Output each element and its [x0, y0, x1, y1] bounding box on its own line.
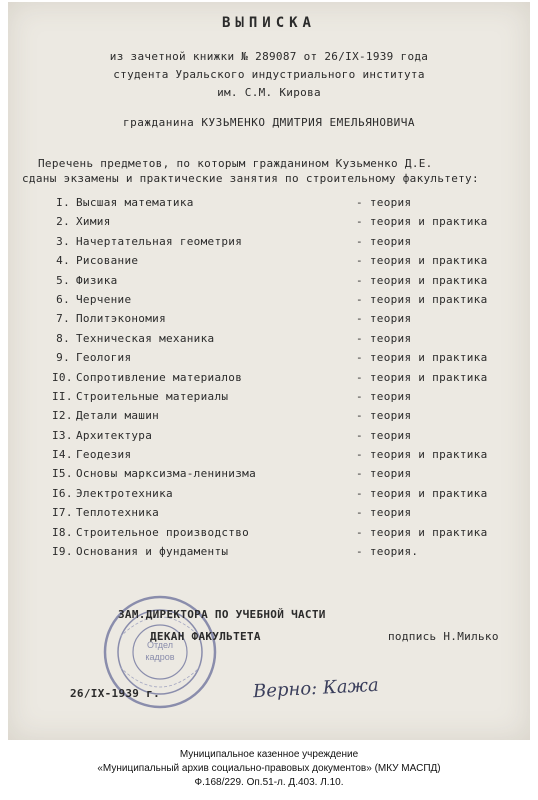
subject-name: Высшая математика [76, 196, 194, 209]
intro-line-1: Перечень предметов, по которым гражданином Кузьменко Д.Е. [38, 157, 433, 170]
subject-row [52, 351, 522, 370]
subject-kind: - теория. [356, 545, 419, 559]
subject-name: Строительные материалы [76, 389, 229, 403]
subject-kind: - теория [356, 196, 412, 209]
subject-kind: - теория [356, 467, 412, 481]
subject-kind: - теория и практика [356, 448, 488, 462]
subject-row [52, 332, 522, 351]
subject-number: 2. [56, 215, 70, 229]
subject-number: 8. [56, 331, 70, 345]
subject-row [52, 506, 522, 525]
subject-row [52, 487, 522, 506]
subject-row [52, 312, 522, 331]
header-line-institute: студента Уральского индустриального института [113, 68, 425, 81]
archive-caption-line-3: Ф.168/229. Оп.51-л. Д.403. Л.10. [194, 777, 344, 788]
subject-name: Основы марксизма-ленинизма [76, 467, 256, 481]
subject-name: Начертательная геометрия [76, 234, 243, 248]
svg-text:кадров: кадров [145, 652, 175, 662]
subject-row [52, 371, 522, 390]
header-line-record-book: из зачетной книжки № 289087 от 26/IX-1939 года [109, 50, 429, 63]
subject-kind: - теория [356, 409, 412, 423]
svg-text:Отдел: Отдел [146, 640, 174, 650]
subject-row [52, 409, 522, 428]
subject-kind: - теория [356, 234, 412, 248]
subject-name: Теплотехника [76, 506, 160, 520]
subject-row [52, 467, 522, 486]
subject-kind: - теория и практика [356, 215, 488, 229]
subject-row [52, 545, 522, 564]
subject-name: Физика [76, 273, 118, 287]
subject-name: Сопротивление материалов [76, 370, 243, 384]
subject-name: Техническая механика [76, 331, 215, 345]
header-line-named-after: им. С.М. Кирова [217, 86, 321, 99]
subject-name: Химия [76, 215, 111, 229]
subject-name: Электротехника [76, 486, 173, 500]
subject-number: I7. [52, 506, 73, 520]
student-name-line: гражданина КУЗЬМЕНКО ДМИТРИЯ ЕМЕЛЬЯНОВИЧА [122, 116, 416, 129]
signature-deputy-director: ЗАМ.ДИРЕКТОРА ПО УЧЕБНОЙ ЧАСТИ [118, 608, 326, 621]
subject-number: I. [56, 196, 70, 209]
subject-row [52, 215, 522, 234]
subject-kind: - теория и практика [356, 486, 488, 500]
intro-line-2: сданы экзамены и практические занятия по строительному факультету: [22, 172, 479, 185]
archive-caption-line-2: «Муниципальный архив социально-правовых документов» (МКУ МАСПД) [97, 763, 441, 774]
subject-number: I6. [52, 486, 73, 500]
subject-name: Политэкономия [76, 312, 166, 326]
subject-number: I9. [52, 545, 73, 559]
signature-name: подпись Н.Милько [388, 630, 499, 643]
subject-number: I4. [52, 448, 73, 462]
subject-name: Архитектура [76, 428, 153, 442]
subject-kind: - теория и практика [356, 351, 488, 365]
subject-row [52, 274, 522, 293]
subject-kind: - теория [356, 428, 412, 442]
subject-name: Строительное производство [76, 525, 250, 539]
subject-kind: - теория [356, 506, 412, 520]
subject-name: Черчение [76, 292, 132, 306]
subject-number: I0. [52, 370, 73, 384]
subject-number: I3. [52, 428, 73, 442]
subject-row [52, 448, 522, 467]
subject-name: Основания и фундаменты [76, 545, 229, 559]
subject-row [52, 196, 522, 215]
archival-document [8, 2, 530, 740]
subject-name: Детали машин [76, 409, 160, 423]
subject-number: 6. [56, 292, 70, 306]
subject-kind: - теория и практика [356, 525, 488, 539]
subject-number: 7. [56, 312, 70, 326]
subject-kind: - теория [356, 312, 412, 326]
subjects-list [52, 196, 522, 564]
subject-row [52, 429, 522, 448]
subject-number: I8. [52, 525, 73, 539]
subject-name: Рисование [76, 254, 139, 268]
subject-row [52, 293, 522, 312]
document-date: 26/IX-1939 г. [70, 687, 160, 700]
subject-kind: - теория и практика [356, 254, 488, 268]
subject-row [52, 235, 522, 254]
subject-kind: - теория и практика [356, 370, 488, 384]
subject-number: I2. [52, 409, 73, 423]
subject-name: Геодезия [76, 448, 132, 462]
subject-row [52, 390, 522, 409]
subject-number: 3. [56, 234, 70, 248]
subject-number: 5. [56, 273, 70, 287]
subject-kind: - теория [356, 389, 412, 403]
subject-number: 9. [56, 351, 70, 365]
subject-number: II. [52, 389, 73, 403]
archive-caption [0, 748, 538, 790]
subject-kind: - теория [356, 331, 412, 345]
subject-number: 4. [56, 254, 70, 268]
document-title: ВЫПИСКА [221, 15, 316, 31]
handwritten-certification: Верно: Кажа [252, 674, 380, 703]
subject-number: I5. [52, 467, 73, 481]
subject-kind: - теория и практика [356, 273, 488, 287]
subject-row [52, 526, 522, 545]
signature-dean: ДЕКАН ФАКУЛЬТЕТА [150, 630, 261, 643]
archive-caption-line-1: Муниципальное казенное учреждение [179, 749, 359, 760]
subject-name: Геология [76, 351, 132, 365]
subject-row [52, 254, 522, 273]
subject-kind: - теория и практика [356, 292, 488, 306]
